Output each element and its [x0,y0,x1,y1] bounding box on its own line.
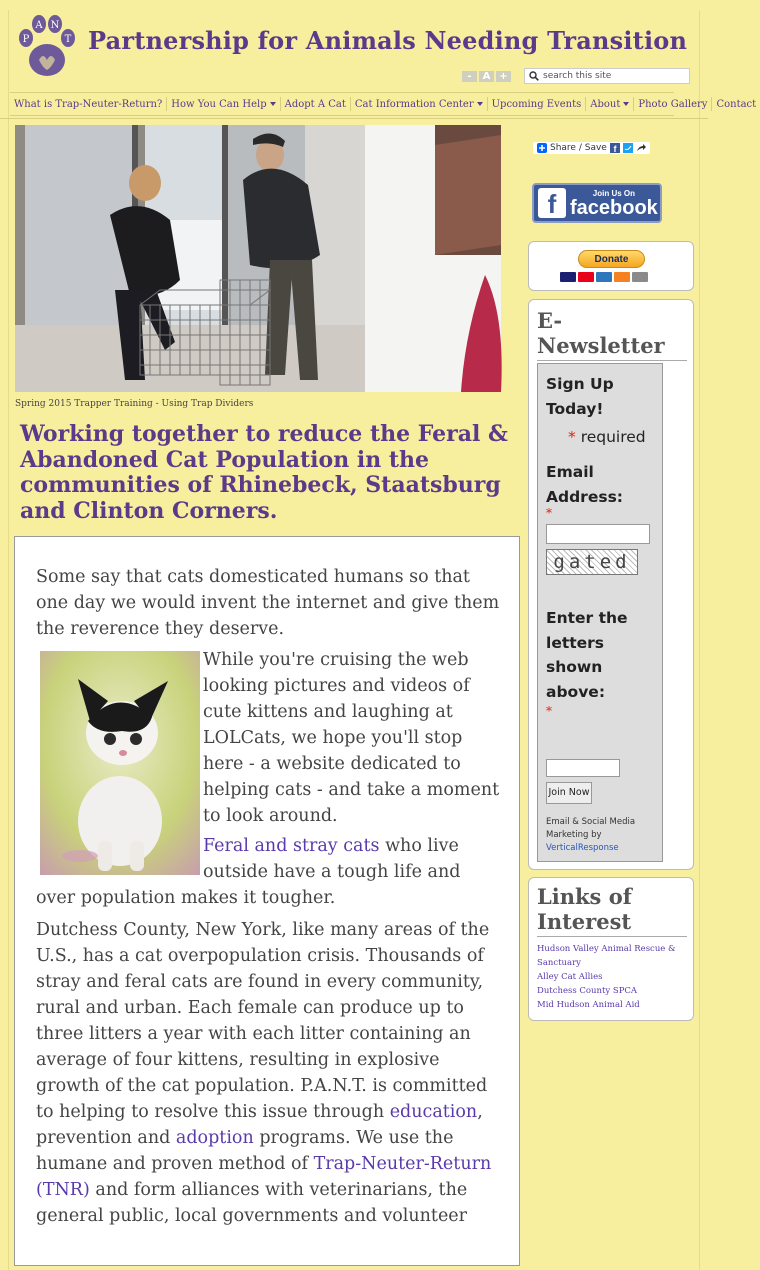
verticalresponse-link[interactable]: VerticalResponse [546,843,619,853]
nav-item-events[interactable] [488,97,587,111]
svg-text:N: N [50,20,60,31]
share-save-button[interactable] [533,142,650,154]
required-star: * [568,428,576,446]
captcha-image: gated [546,549,638,575]
donate-button[interactable]: Donate [578,250,645,268]
feral-text: who live outside have a tough life and [203,836,461,882]
required-label: required [580,428,646,446]
amex-icon [596,272,612,282]
captcha-label: Enter the letters shown above: [546,609,628,701]
search-icon [529,71,539,81]
font-increase-button[interactable]: + [496,71,511,82]
nav-item-how-you-can-help[interactable] [167,97,280,111]
font-reset-button[interactable]: A [479,71,494,82]
dutchess-paragraph [36,917,506,1229]
font-decrease-button[interactable]: - [462,71,477,82]
search-input[interactable] [543,71,683,81]
facebook-word: facebook [570,196,658,219]
nav-label: Photo Gallery [638,98,708,110]
required-note [568,428,646,446]
hero-photo [15,125,501,392]
svg-text:f: f [613,144,617,154]
hero-caption: Spring 2015 Trapper Training - Using Trap Dividers [15,399,254,409]
discover-icon [614,272,630,282]
nav-item-contact[interactable] [712,97,760,111]
main-content [14,536,520,1266]
dutchess-text: and form alliances with veterinarians, the general public, local governments and volunteer [36,1180,468,1226]
chevron-down-icon [477,102,483,106]
nav-label: Contact [716,98,757,110]
captcha-input[interactable] [546,759,620,777]
mastercard-icon [578,272,594,282]
share-label: Share / Save [550,143,607,153]
svg-text:T: T [64,34,72,45]
pant-logo[interactable] [18,14,76,80]
adoption-link[interactable]: adoption [175,1128,254,1148]
email-label: Email Address: [546,463,623,506]
facebook-join-button[interactable] [532,183,662,223]
newsletter-widget [528,299,694,870]
share-arrow-icon[interactable] [636,143,646,153]
links-list [537,942,687,1012]
captcha-required-star: * [546,704,552,718]
email-required-star: * [546,506,552,520]
bank-icon [632,272,648,282]
twitter-icon[interactable] [623,143,633,153]
nav-label: Cat Information Center [354,98,474,110]
join-now-button[interactable]: Join Now [546,782,592,804]
kitten-photo [40,651,200,875]
feral-stray-link[interactable]: Feral and stray cats [203,836,380,856]
email-field[interactable] [546,524,650,544]
nav-label: About [590,98,621,110]
svg-text:A: A [35,20,43,31]
card-logos [560,272,648,282]
dutchess-text: programs. We use the humane and proven method of [36,1128,454,1174]
font-size-controls [462,71,511,82]
share-plus-icon [537,143,547,153]
facebook-logo-icon: f [538,188,566,218]
main-nav [10,92,757,116]
nav-label: How You Can Help [171,98,267,110]
donate-widget [528,241,694,291]
search-box [524,68,690,84]
nav-item-gallery[interactable] [634,97,712,111]
link-alley-cat-allies[interactable]: Alley Cat Allies [537,972,603,982]
chevron-down-icon [270,102,276,106]
nav-item-tnr[interactable] [10,97,167,111]
nav-item-adopt[interactable] [281,97,351,111]
nav-item-cat-info[interactable] [351,97,488,111]
site-title[interactable]: Partnership for Animals Needing Transition [88,26,688,55]
dutchess-text: , prevention and [36,1102,483,1148]
vr-credit-text: Email & Social Media Marketing by [546,817,636,840]
link-hudson-valley[interactable]: Hudson Valley Animal Rescue & Sanctuary [537,944,676,968]
intro-paragraph: Some say that cats domesticated humans so that one day we would invent the internet and give them the reverence they deserve. [36,567,500,639]
tnr-link[interactable]: Trap-Neuter-Return (TNR) [36,1154,492,1200]
feral-paragraph [203,833,503,885]
nav-label: What is Trap-Neuter-Return? [14,98,163,110]
links-title: Links of Interest [537,884,687,937]
page-headline: Working together to reduce the Feral & Abandoned Cat Population in the communities of Rhinebeck, Staatsburg and Clinton Corners. [20,421,508,524]
header-divider [0,118,708,119]
newsletter-title: E-Newsletter [537,308,687,361]
cruising-paragraph: While you're cruising the web looking pictures and videos of cute kittens and laughing at LOLCats, we hope you'll stop here - a website dedicated to helping cats - and take a moment to look around. [203,650,500,826]
svg-text:P: P [22,34,30,45]
chevron-down-icon [623,102,629,106]
signup-heading: Sign Up Today! [546,375,614,418]
links-widget [528,877,694,1021]
link-dutchess-spca[interactable]: Dutchess County SPCA [537,986,638,996]
link-mid-hudson[interactable]: Mid Hudson Animal Aid [537,1000,640,1010]
dutchess-text: Dutchess County, New York, like many areas of the U.S., has a cat overpopulation crisis. Thousands of stray and feral cats are found in every community, rural and urban. Each female can produce up to three litters a year with each litter containing an average of four kittens, resulting in explosive growth of the cat population. P.A.N.T. is committed to helping to resolve this issue through [36,920,490,1122]
visa-icon [560,272,576,282]
education-link[interactable]: education [389,1102,478,1122]
vr-credit [546,816,656,855]
nav-item-about[interactable] [586,97,634,111]
facebook-join-text: Join Us On [592,188,636,198]
feral-paragraph-cont: over population makes it tougher. [36,888,336,908]
facebook-icon[interactable] [610,143,620,153]
newsletter-form [537,363,663,862]
nav-label: Adopt A Cat [284,98,346,110]
nav-label: Upcoming Events [491,98,582,110]
